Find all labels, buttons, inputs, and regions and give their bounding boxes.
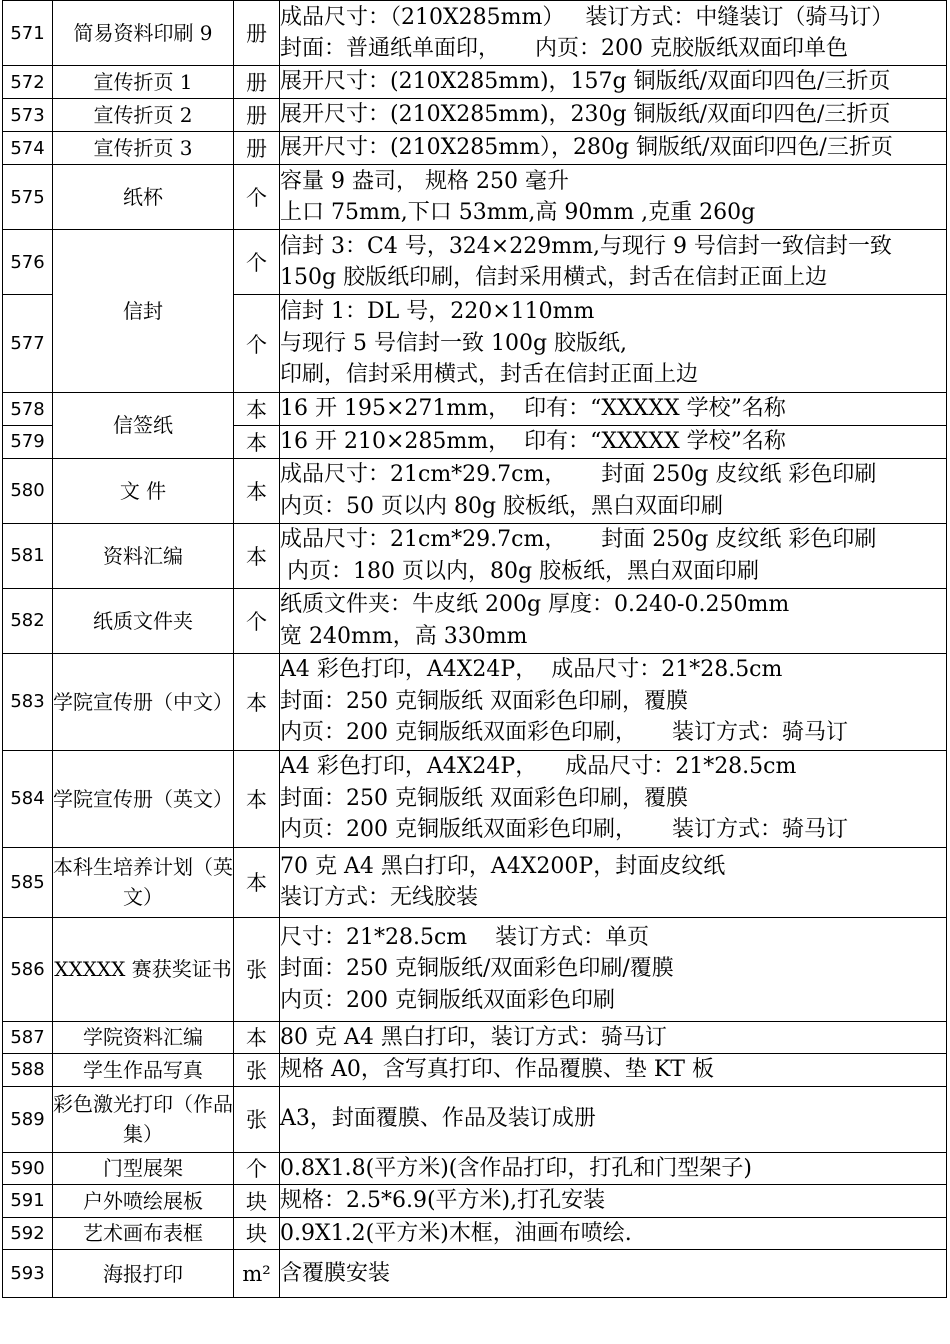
spec-cell <box>280 99 947 132</box>
spec-line: 宽 240mm，高 330mm <box>280 623 528 649</box>
spec-line: 内页：200 克铜版纸双面彩色印刷， 装订方式：骑马订 <box>280 720 848 746</box>
spec-line: 封面：250 克铜版纸 双面彩色印刷，覆膜 <box>280 688 688 714</box>
item-name: 纸杯 <box>53 165 234 230</box>
spec-cell <box>280 1250 947 1298</box>
unit: 张 <box>234 917 280 1021</box>
row-number: 588 <box>3 1054 53 1087</box>
item-name: 户外喷绘展板 <box>53 1185 234 1218</box>
table-row <box>3 847 947 917</box>
spec-line: 内页：200 克铜版纸双面彩色印刷， 装订方式：骑马订 <box>280 817 848 843</box>
row-number: 585 <box>3 847 53 917</box>
unit: 个 <box>234 230 280 295</box>
item-name: 资料汇编 <box>53 523 234 588</box>
spec-line: 规格：2.5*6.9(平方米),打孔安装 <box>280 1188 606 1213</box>
spec-cell <box>280 750 947 847</box>
unit: 个 <box>234 295 280 393</box>
table-row <box>3 1217 947 1250</box>
spec-line: 0.8X1.8(平方米)(含作品打印，打孔和门型架子) <box>280 1155 752 1181</box>
item-name: 本科生培养计划（英文） <box>53 847 234 917</box>
item-name: 宣传折页 3 <box>53 132 234 165</box>
item-name: 艺术画布表框 <box>53 1217 234 1250</box>
unit: 本 <box>234 750 280 847</box>
row-number: 572 <box>3 66 53 99</box>
spec-cell <box>280 1054 947 1087</box>
row-number: 583 <box>3 653 53 750</box>
spec-line: A3，封面覆膜、作品及装订成册 <box>280 1106 596 1132</box>
row-number: 571 <box>3 1 53 66</box>
row-number: 577 <box>3 295 53 393</box>
table-row <box>3 1152 947 1185</box>
table-row <box>3 1 947 66</box>
table-row <box>3 1185 947 1218</box>
spec-line: 展开尺寸：(210X285mm)，157g 铜版纸/双面印四色/三折页 <box>280 69 891 95</box>
row-number: 591 <box>3 1185 53 1218</box>
row-number: 573 <box>3 99 53 132</box>
spec-line: 上口 75mm,下口 53mm,高 90mm ,克重 260g <box>280 200 756 225</box>
item-name: 简易资料印刷 9 <box>53 1 234 66</box>
table-row <box>3 523 947 588</box>
unit: 张 <box>234 1054 280 1087</box>
table-row <box>3 458 947 523</box>
table-row <box>3 230 947 295</box>
unit: 个 <box>234 1152 280 1185</box>
spec-cell <box>280 132 947 165</box>
item-name: 宣传折页 2 <box>53 99 234 132</box>
table-row <box>3 1086 947 1152</box>
unit: 个 <box>234 165 280 230</box>
spec-line: 成品尺寸：（210X285mm） 装订方式：中缝装订（骑马订） <box>280 4 894 30</box>
spec-cell <box>280 393 947 426</box>
row-number: 589 <box>3 1086 53 1152</box>
spec-line: 展开尺寸：(210X285mm)，230g 铜版纸/双面印四色/三折页 <box>280 102 891 128</box>
table-row <box>3 99 947 132</box>
spec-line: 规格 A0，含写真打印、作品覆膜、垫 KT 板 <box>280 1057 714 1082</box>
table-row <box>3 1250 947 1298</box>
spec-cell <box>280 426 947 459</box>
item-name: 纸质文件夹 <box>53 588 234 653</box>
spec-line: 尺寸：21*28.5cm 装订方式：单页 <box>280 924 650 950</box>
table-row <box>3 1054 947 1087</box>
item-name: 海报打印 <box>53 1250 234 1298</box>
spec-line: A4 彩色打印，A4X24P， 成品尺寸：21*28.5cm <box>280 657 783 683</box>
row-number: 592 <box>3 1217 53 1250</box>
item-name: 学院资料汇编 <box>53 1021 234 1054</box>
unit: 张 <box>234 1086 280 1152</box>
spec-line: 内页：200 克铜版纸双面彩色印刷 <box>280 987 615 1013</box>
item-name: 学生作品写真 <box>53 1054 234 1087</box>
spec-line: 与现行 5 号信封一致 100g 胶版纸, <box>280 330 628 356</box>
spec-cell <box>280 653 947 750</box>
row-number: 593 <box>3 1250 53 1298</box>
table-row <box>3 1021 947 1054</box>
row-number: 579 <box>3 426 53 459</box>
row-number: 587 <box>3 1021 53 1054</box>
spec-cell <box>280 917 947 1021</box>
unit: 册 <box>234 99 280 132</box>
table-row <box>3 165 947 230</box>
spec-cell <box>280 1152 947 1185</box>
row-number: 590 <box>3 1152 53 1185</box>
spec-line: 装订方式：无线胶装 <box>280 885 479 910</box>
unit: 个 <box>234 588 280 653</box>
table-row <box>3 750 947 847</box>
unit: 本 <box>234 458 280 523</box>
spec-line: 展开尺寸：(210X285mm），280g 铜版纸/双面印四色/三折页 <box>280 135 893 161</box>
row-number: 586 <box>3 917 53 1021</box>
spec-cell <box>280 1185 947 1218</box>
unit: 本 <box>234 393 280 426</box>
item-name: 宣传折页 1 <box>53 66 234 99</box>
item-name: XXXXX 赛获奖证书 <box>53 917 234 1021</box>
row-number: 580 <box>3 458 53 523</box>
spec-line: 封面：250 克铜版纸 双面彩色印刷，覆膜 <box>280 785 688 811</box>
unit: 本 <box>234 1021 280 1054</box>
spec-line: 信封 3：C4 号，324×229mm,与现行 9 号信封一致信封一致 <box>280 233 892 259</box>
spec-line: 容量 9 盎司， 规格 250 毫升 <box>280 168 569 194</box>
spec-line: 封面：250 克铜版纸/双面彩色印刷/覆膜 <box>280 956 674 982</box>
spec-line: 成品尺寸：21cm*29.7cm， 封面 250g 皮纹纸 彩色印刷 <box>280 462 877 487</box>
table-row <box>3 393 947 426</box>
spec-cell <box>280 458 947 523</box>
spec-cell <box>280 295 947 393</box>
spec-cell <box>280 1086 947 1152</box>
unit: 册 <box>234 1 280 66</box>
spec-line: 16 开 195×271mm， 印有：“XXXXX 学校”名称 <box>280 396 786 422</box>
unit: 本 <box>234 653 280 750</box>
row-number: 581 <box>3 523 53 588</box>
spec-cell <box>280 66 947 99</box>
row-number: 575 <box>3 165 53 230</box>
spec-line: 16 开 210×285mm， 印有：“XXXXX 学校”名称 <box>280 429 786 454</box>
table-row <box>3 588 947 653</box>
spec-line: 成品尺寸：21cm*29.7cm， 封面 250g 皮纹纸 彩色印刷 <box>280 527 877 552</box>
spec-line: 信封 1：DL 号，220×110mm <box>280 299 595 325</box>
spec-line: 含覆膜安装 <box>280 1260 391 1286</box>
item-name: 信签纸 <box>53 393 234 459</box>
item-name: 彩色激光打印（作品集） <box>53 1086 234 1152</box>
spec-cell <box>280 1021 947 1054</box>
item-name: 学院宣传册（英文） <box>53 750 234 847</box>
row-number: 582 <box>3 588 53 653</box>
table-row <box>3 917 947 1021</box>
item-name: 学院宣传册（中文） <box>53 653 234 750</box>
unit: 本 <box>234 523 280 588</box>
spec-line: 内页：180 页以内，80g 胶板纸，黑白双面印刷 <box>280 558 760 584</box>
spec-line: 印刷，信封采用横式，封舌在信封正面上边 <box>280 362 699 388</box>
spec-line: 纸质文件夹：牛皮纸 200g 厚度：0.240-0.250mm <box>280 592 790 617</box>
spec-line: 70 克 A4 黑白打印，A4X200P，封面皮纹纸 <box>280 853 726 879</box>
unit: 册 <box>234 132 280 165</box>
spec-line: 内页：50 页以内 80g 胶板纸，黑白双面印刷 <box>280 493 724 519</box>
spec-cell <box>280 523 947 588</box>
spec-line: 封面：普通纸单面印， 内页：200 克胶版纸双面印单色 <box>280 36 848 61</box>
unit: 块 <box>234 1217 280 1250</box>
spec-line: 0.9X1.2(平方米)木框，油画布喷绘. <box>280 1220 632 1246</box>
table-row <box>3 132 947 165</box>
table-row <box>3 66 947 99</box>
spec-cell <box>280 1 947 66</box>
spec-line: A4 彩色打印，A4X24P， 成品尺寸：21*28.5cm <box>280 754 797 780</box>
spec-cell <box>280 230 947 295</box>
row-number: 578 <box>3 393 53 426</box>
spec-cell <box>280 165 947 230</box>
spec-cell <box>280 847 947 917</box>
unit: m² <box>234 1250 280 1298</box>
item-name: 信封 <box>53 230 234 393</box>
row-number: 576 <box>3 230 53 295</box>
spec-cell <box>280 588 947 653</box>
spec-line: 150g 胶版纸印刷，信封采用横式，封舌在信封正面上边 <box>280 265 828 290</box>
row-number: 574 <box>3 132 53 165</box>
unit: 本 <box>234 847 280 917</box>
spec-cell <box>280 1217 947 1250</box>
table-row <box>3 653 947 750</box>
unit: 册 <box>234 66 280 99</box>
spec-line: 80 克 A4 黑白打印，装订方式：骑马订 <box>280 1024 667 1050</box>
unit: 本 <box>234 426 280 459</box>
spec-table <box>2 0 947 1298</box>
row-number: 584 <box>3 750 53 847</box>
item-name: 文 件 <box>53 458 234 523</box>
unit: 块 <box>234 1185 280 1218</box>
item-name: 门型展架 <box>53 1152 234 1185</box>
